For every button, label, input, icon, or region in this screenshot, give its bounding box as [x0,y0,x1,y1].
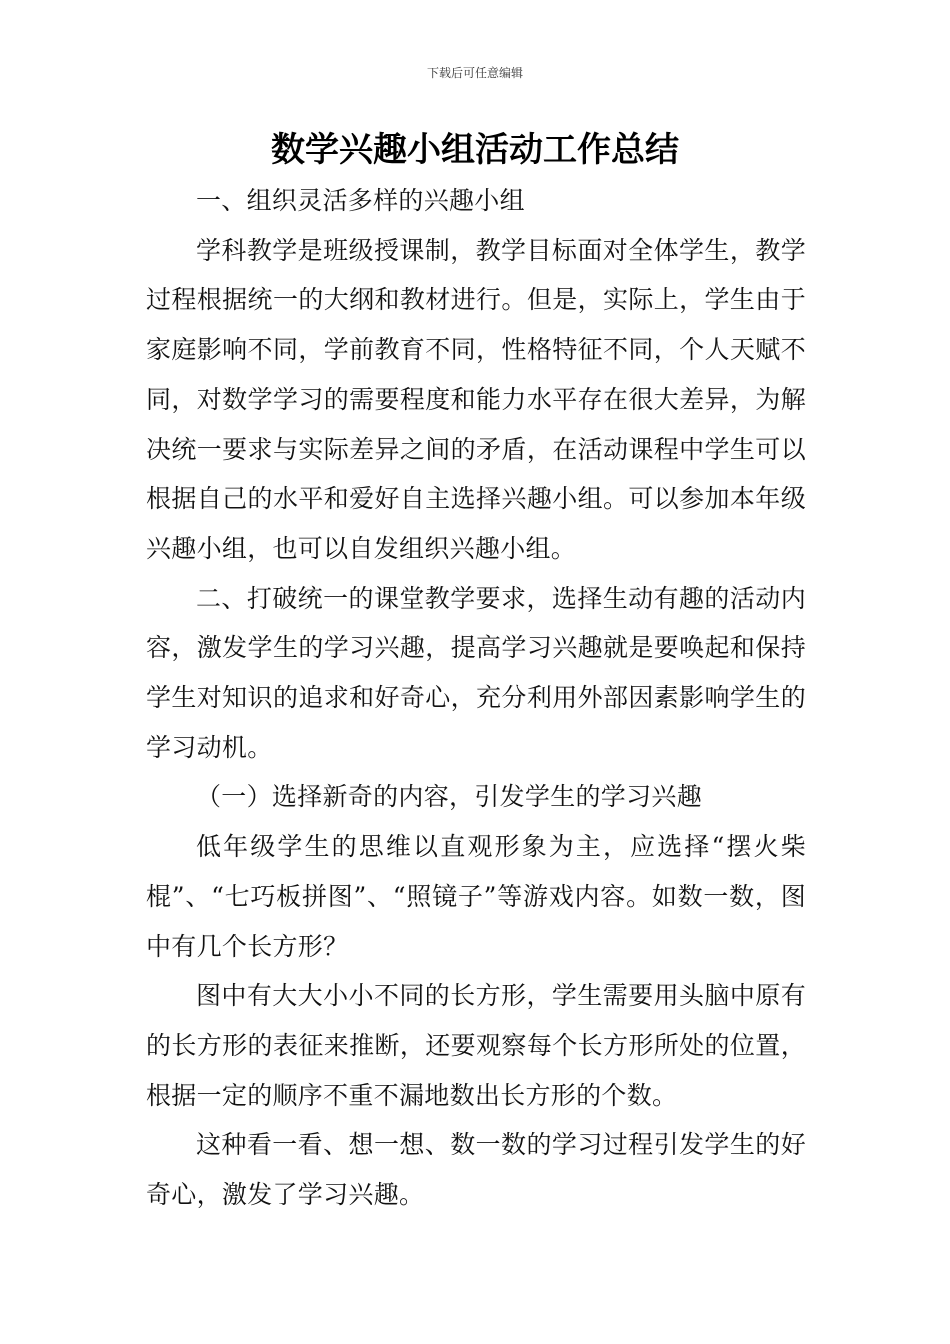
section-heading-1: 一、组织灵活多样的兴趣小组 [196,186,525,215]
paragraph-2: 二、打破统一的课堂教学要求，选择生动有趣的活动内容，激发学生的学习兴趣，提高学习兴趣就是要唤起和保持学生对知识的追求和好奇心，充分利用外部因素影响学生的学习动机。 [146,583,806,762]
paragraph-5: 这种看一看、想一想、数一数的学习过程引发学生的好奇心，激发了学习兴趣。 [146,1130,806,1210]
paragraph-3: 低年级学生的思维以直观形象为主，应选择“摆火柴棍”、“七巧板拼图”、“照镜子”等游戏内容。如数一数，图中有几个长方形？ [146,832,806,961]
document-title: 数学兴趣小组活动工作总结 [271,130,679,170]
paragraph-4: 图中有大大小小不同的长方形，学生需要用头脑中原有的长方形的表征来推断，还要观察每个长方形所处的位置，根据一定的顺序不重不漏地数出长方形的个数。 [146,981,806,1110]
header-note: 下载后可任意编辑 [426,66,523,80]
paragraph-1: 学科教学是班级授课制，教学目标面对全体学生，教学过程根据统一的大纲和教材进行。但是，实际上，学生由于家庭影响不同，学前教育不同，性格特征不同，个人天赋不同，对数学学习的需要程度和能力水平存在很大差异，为解决统一要求与实际差异之间的矛盾，在活动课程中学生可以根据自己的水平和爱好自主选择兴趣小组。可以参加本年级兴趣小组，也可以自发组织兴趣小组。 [146,235,806,563]
subsection-heading-1: （一）选择新奇的内容，引发学生的学习兴趣 [196,782,703,812]
document-body [146,176,806,1220]
